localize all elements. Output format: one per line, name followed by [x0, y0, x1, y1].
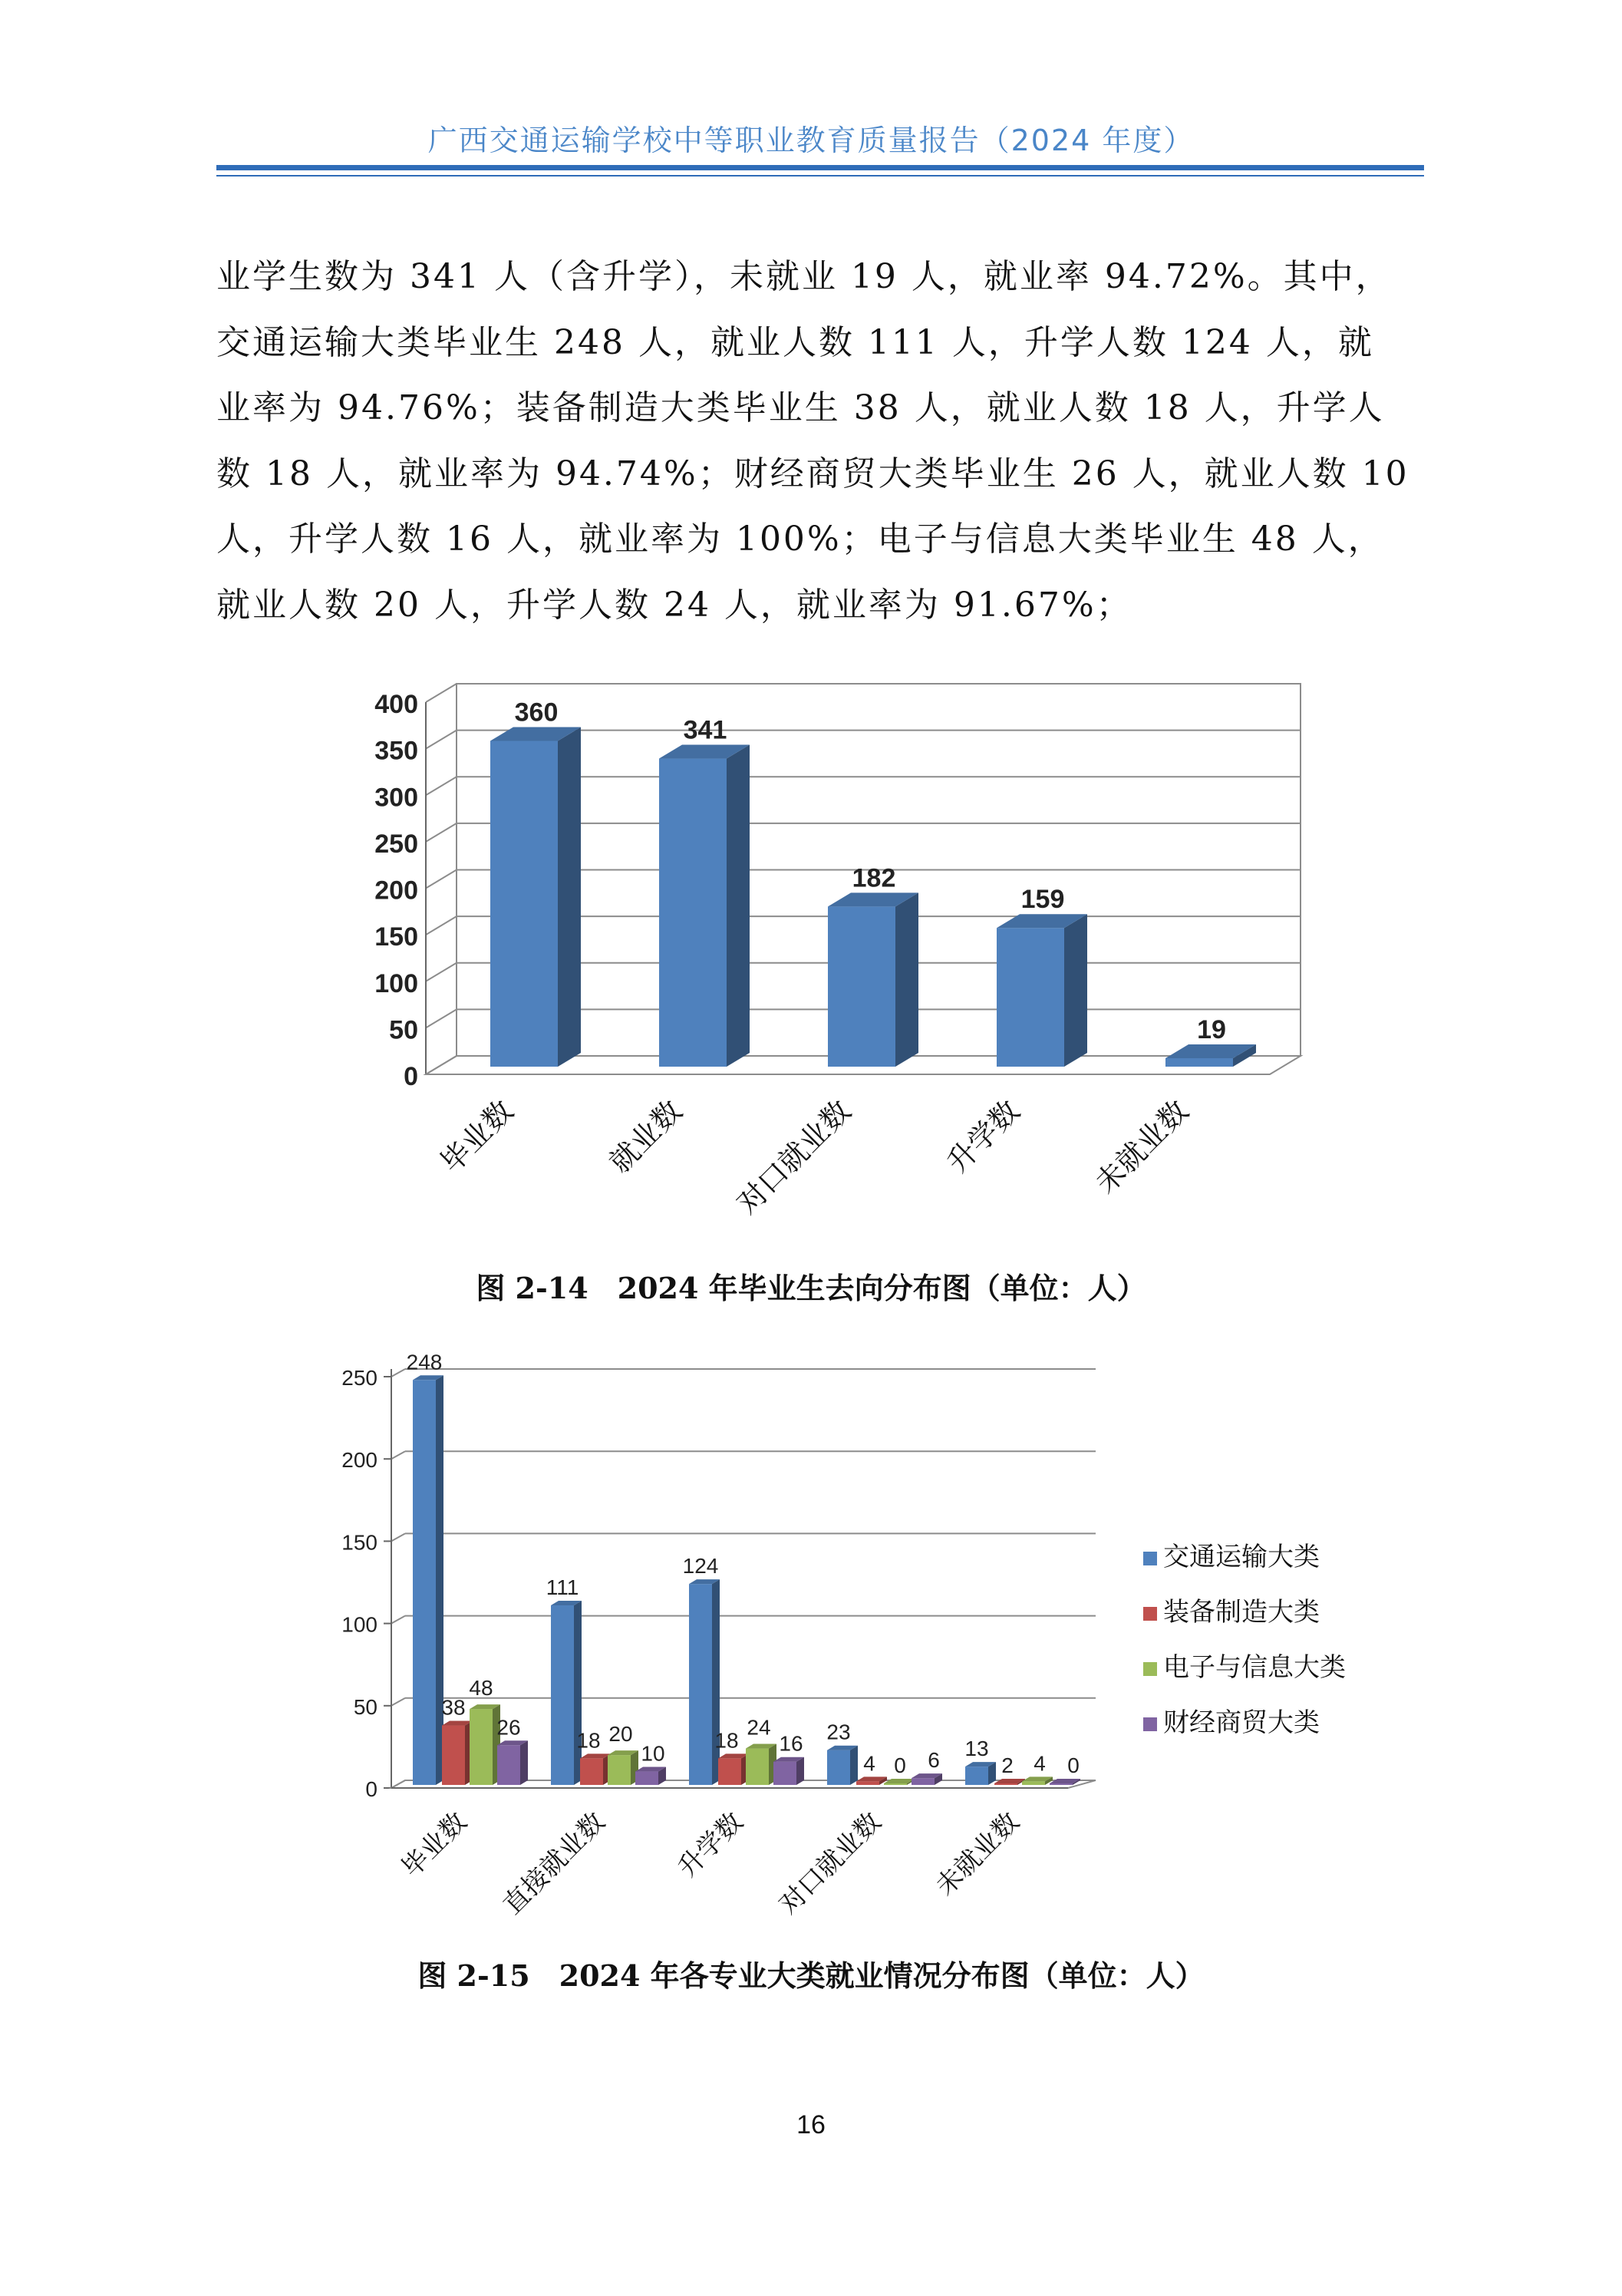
paragraph-line: 人，升学人数 16 人，就业率为 100%；电子与信息大类毕业生 48 人，	[216, 520, 1384, 559]
category-label: 升学数	[941, 1094, 1027, 1179]
bar	[912, 1773, 942, 1785]
bar	[856, 1776, 887, 1785]
data-label: 248	[406, 1350, 443, 1374]
legend-swatch	[1143, 1662, 1157, 1676]
legend-swatch	[1143, 1607, 1157, 1621]
paragraph-line: 业率为 94.76%；装备制造大类毕业生 38 人，就业人数 18 人，升学人	[216, 388, 1385, 427]
data-label: 48	[469, 1676, 493, 1701]
data-label: 111	[546, 1575, 579, 1600]
bar	[827, 1746, 858, 1785]
y-tick-label: 200	[374, 876, 418, 906]
category-label: 升学数	[672, 1806, 749, 1883]
bar-side	[796, 1757, 804, 1785]
bar-front	[413, 1380, 436, 1785]
bar	[580, 1753, 611, 1785]
bar-side	[436, 1375, 443, 1785]
bar-front	[608, 1755, 631, 1785]
y-tick-label: 200	[341, 1448, 377, 1473]
legend-label: 装备制造大类	[1163, 1598, 1320, 1627]
legend-label: 交通运输大类	[1163, 1542, 1320, 1572]
gridline-side	[391, 1698, 405, 1706]
y-tick-label: 50	[389, 1015, 418, 1045]
page-number: 16	[796, 2110, 826, 2139]
bar	[746, 1744, 776, 1785]
data-label: 26	[496, 1715, 521, 1740]
y-tick-label: 300	[374, 783, 418, 813]
bar	[718, 1753, 749, 1785]
data-label: 360	[514, 698, 559, 727]
bar-side	[520, 1740, 528, 1785]
bar-front	[497, 1745, 520, 1785]
data-label: 16	[779, 1731, 803, 1756]
data-label: 13	[964, 1737, 989, 1761]
bar-side	[574, 1601, 582, 1785]
legend-swatch	[1143, 1717, 1157, 1731]
bar-front	[635, 1772, 658, 1785]
bar-front	[827, 1750, 850, 1785]
bar-front	[746, 1749, 769, 1785]
bar	[635, 1767, 666, 1785]
bar	[689, 1579, 720, 1785]
data-label: 4	[863, 1751, 875, 1776]
bar	[470, 1704, 500, 1785]
data-label: 10	[641, 1741, 665, 1766]
bar	[442, 1721, 473, 1785]
category-label: 对口就业数	[773, 1806, 887, 1920]
data-label: 6	[928, 1748, 940, 1773]
bar	[773, 1757, 804, 1785]
data-label: 159	[1020, 885, 1065, 915]
y-tick-label: 250	[341, 1366, 377, 1390]
y-tick-label: 150	[374, 922, 418, 952]
category-label: 未就业数	[1090, 1094, 1195, 1200]
figure-caption-2-15: 图 2-15 2024 年各专业大类就业情况分布图（单位：人）	[417, 1958, 1205, 1993]
bar-front	[856, 1781, 879, 1785]
category-label: 直接就业数	[497, 1806, 611, 1920]
data-label: 182	[852, 863, 896, 893]
bar-front	[884, 1783, 907, 1785]
y-tick-label: 150	[341, 1530, 377, 1555]
category-label: 对口就业数	[731, 1094, 858, 1221]
bar-front	[1050, 1783, 1073, 1785]
data-label: 0	[894, 1753, 906, 1777]
y-tick-label: 400	[374, 690, 418, 719]
data-label: 19	[1197, 1014, 1226, 1044]
category-label: 就业数	[604, 1094, 689, 1179]
category-label: 未就业数	[930, 1806, 1025, 1902]
category-label: 毕业数	[435, 1094, 520, 1179]
data-label: 24	[747, 1715, 771, 1740]
page-header-title: 广西交通运输学校中等职业教育质量报告（2024 年度）	[427, 124, 1195, 157]
legend-label: 财经商贸大类	[1163, 1708, 1320, 1737]
data-label: 23	[826, 1720, 851, 1744]
gridline-side	[391, 1451, 405, 1459]
data-label: 18	[576, 1728, 601, 1753]
y-tick-label: 0	[404, 1062, 418, 1091]
bar-front	[551, 1605, 574, 1785]
data-label: 38	[441, 1695, 466, 1720]
bar-front	[442, 1726, 465, 1785]
bar	[1022, 1776, 1053, 1785]
bar-front	[994, 1783, 1017, 1785]
paragraph-line: 就业人数 20 人，升学人数 24 人，就业率为 91.67%；	[216, 585, 1132, 625]
gridline-side	[391, 1369, 405, 1377]
bar-front	[580, 1758, 603, 1785]
bar	[413, 1375, 443, 1785]
gridline-side	[391, 1533, 405, 1541]
data-label: 4	[1034, 1751, 1046, 1776]
bar-front	[965, 1767, 988, 1785]
bar-side	[712, 1579, 720, 1785]
data-label: 20	[608, 1722, 633, 1747]
data-label: 124	[682, 1554, 719, 1578]
data-label: 0	[1067, 1753, 1080, 1777]
category-label: 毕业数	[396, 1806, 473, 1883]
bar-front	[773, 1762, 796, 1785]
y-tick-label: 0	[365, 1777, 377, 1801]
y-tick-label: 100	[341, 1612, 377, 1637]
bar	[608, 1750, 638, 1785]
bar	[965, 1762, 996, 1785]
y-tick-label: 350	[374, 736, 418, 766]
bar-side	[850, 1746, 858, 1785]
bar	[497, 1740, 528, 1785]
y-tick-label: 250	[374, 829, 418, 859]
data-label: 18	[714, 1728, 739, 1753]
figure-caption-2-14: 图 2-14 2024 年毕业生去向分布图（单位：人）	[476, 1271, 1146, 1305]
bar	[551, 1601, 582, 1785]
data-label: 341	[683, 715, 727, 745]
legend-swatch	[1143, 1552, 1157, 1565]
bar-front	[470, 1709, 493, 1785]
paragraph-line: 数 18 人，就业率为 94.74%；财经商贸大类毕业生 26 人，就业人数 10	[216, 454, 1409, 493]
bar-front	[689, 1584, 712, 1785]
legend-label: 电子与信息大类	[1163, 1653, 1346, 1682]
bar-front	[718, 1758, 741, 1785]
data-label: 2	[1001, 1753, 1014, 1777]
gridline-side	[391, 1616, 405, 1624]
bar-front	[1022, 1781, 1045, 1785]
paragraph-line: 业学生数为 341 人（含升学），未就业 19 人，就业率 94.72%。其中，	[216, 257, 1392, 296]
y-tick-label: 50	[353, 1694, 377, 1719]
bar-front	[912, 1778, 935, 1785]
y-tick-label: 100	[374, 968, 418, 998]
paragraph-line: 交通运输大类毕业生 248 人，就业人数 111 人，升学人数 124 人，就	[216, 322, 1374, 362]
